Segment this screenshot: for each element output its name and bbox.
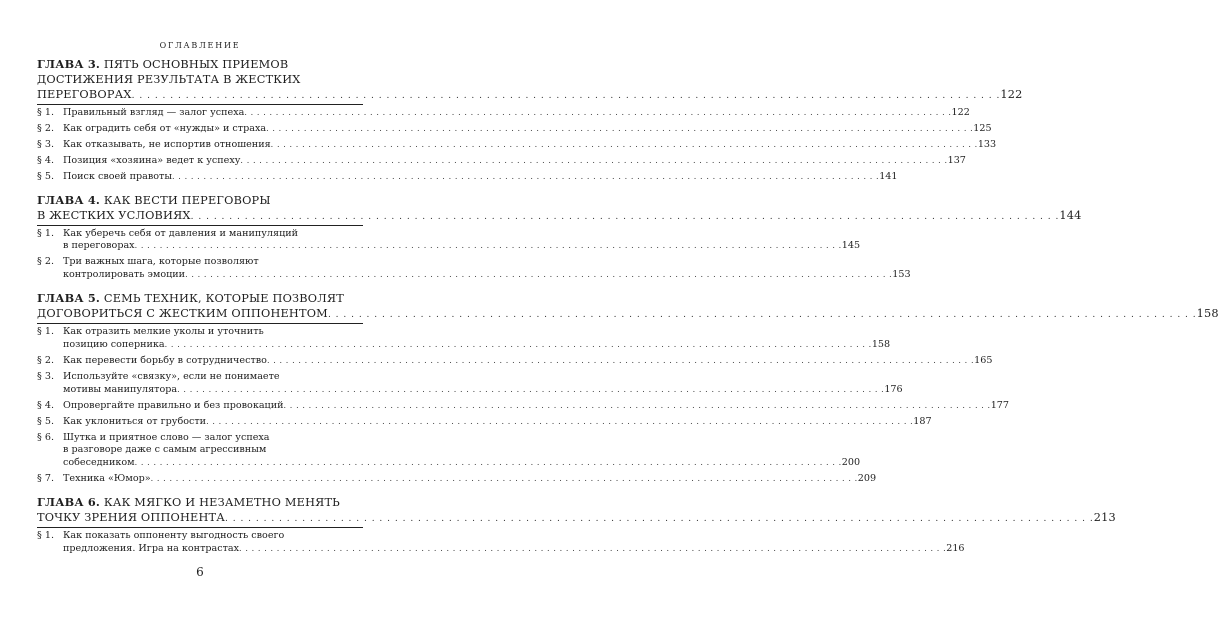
page-ref: 200 [841,457,861,469]
chapter-block [37,291,1219,486]
section-number: § 1. [37,227,54,239]
leader-dots [177,384,884,397]
section-body [63,139,996,152]
section-body [63,432,860,471]
page-ref: 122 [951,107,970,118]
leader-dots [206,416,913,429]
page-ref: 209 [857,473,877,485]
leader-dots [284,400,991,413]
toc-section-item[interactable] [37,530,965,556]
toc-section-item[interactable] [37,354,993,368]
title-text: позицию соперника [63,339,165,351]
chapter-heading[interactable] [37,495,1116,530]
section-number: § 3. [37,138,54,150]
leader-dots [240,155,947,168]
chapter-heading[interactable] [37,291,1219,326]
chapter-rule [37,495,1116,528]
section-title-line [63,155,966,168]
toc-section-item[interactable] [37,473,877,486]
section-body [63,400,1009,413]
leader-dots [271,139,978,152]
page-ref: 158 [1196,307,1219,321]
title-text: ПЕРЕГОВОРАХ [37,88,132,101]
title-text: ПЯТЬ ОСНОВНЫХ ПРИЕМОВ [103,58,289,71]
section-number: § 4. [37,154,54,166]
section-number: § 3. [37,370,54,382]
chapter-heading[interactable] [37,57,1023,107]
section-title-line: Используйте «связку», если не понимаете [63,370,280,382]
chapter-title-line [37,291,363,306]
section-title-line: Три важных шага, которые позволяют [63,256,259,268]
chapter-block [37,192,1082,283]
section-body [63,155,966,168]
section-number: § 2. [37,354,54,366]
chapter-label: ГЛАВА 4. [37,192,101,207]
section-title-line [63,107,970,120]
chapter-title-line [37,72,363,87]
title-text: В ЖЕСТКИХ УСЛОВИЯХ [37,208,191,222]
chapter-block [37,57,1023,184]
title-text: ДОГОВОРИТЬСЯ С ЖЕСТКИМ ОППОНЕНТОМ [37,307,328,321]
section-title-line [63,543,965,556]
page-ref: 137 [947,154,966,166]
chapter-rule [37,192,1082,226]
page-ref: 158 [871,339,891,351]
section-number: § 7. [37,473,54,485]
page-ref: 165 [974,354,993,366]
leader-dots [191,210,1060,225]
page-number: 6 [196,565,204,579]
leader-dots [135,457,842,470]
title-text: ТОЧКУ ЗРЕНИЯ ОППОНЕНТА [37,511,225,525]
section-title-line [63,384,903,397]
chapter-title-line [37,57,363,72]
leader-dots [239,543,946,556]
section-title-line: Шутка и приятное слово — залог успеха [63,431,270,443]
section-body [63,256,911,282]
title-text: контролировать эмоции [63,269,186,281]
section-title-text [63,139,271,152]
section-body [63,228,860,254]
title-text: Правильный взгляд — залог успеха [63,107,245,118]
section-title-text [63,416,206,429]
section-title-text [63,339,165,352]
toc-section-item[interactable] [37,154,966,168]
page-ref: 133 [977,138,997,150]
leader-dots [165,339,872,352]
chapter-title-line [37,495,363,510]
title-text: Как перевести борьбу в сотрудничество [63,354,267,366]
page-ref: 187 [913,415,932,427]
leader-dots [185,269,892,282]
section-title-text [63,155,240,168]
section-title-text [63,384,177,397]
leader-dots [266,123,973,136]
section-title-line: Как показать оппоненту выгодность своего [63,530,285,542]
leader-dots [267,355,974,368]
chapter-title-text [37,510,225,525]
section-number: § 1. [37,530,54,542]
chapter-heading[interactable] [37,192,1082,228]
chapter-title-line [37,87,1023,104]
title-text: КАК ВЕСТИ ПЕРЕГОВОРЫ [103,193,271,207]
title-text: ДОСТИЖЕНИЯ РЕЗУЛЬТАТА В ЖЕСТКИХ [37,73,301,86]
section-title-line [63,240,860,253]
page-ref: 177 [990,399,1009,411]
page-ref: 153 [892,269,911,281]
section-title-text [63,543,239,556]
section-title-line [63,171,898,184]
section-number: § 5. [37,170,54,182]
toc-section-item[interactable] [37,122,992,136]
section-title-text [63,473,151,486]
section-title-line [63,473,876,486]
section-body [63,326,890,352]
section-title-text [63,107,244,120]
section-title-line [63,269,911,282]
section-title-line [63,416,932,429]
page-ref: 125 [973,122,992,134]
title-text: Поиск своей правоты [63,170,173,182]
section-body [63,416,932,429]
section-title-line [63,339,890,352]
leader-dots [135,240,842,253]
title-text: Опровергайте правильно и без провокаций [63,399,284,411]
title-text: мотивы манипулятора [63,383,178,395]
chapter-title-text [37,87,132,102]
toc-header: ОГЛАВЛЕНИЕ [159,41,241,50]
section-number: § 1. [37,326,54,338]
section-title-line [63,400,1009,413]
section-title-text [63,269,185,282]
toc-section-item[interactable] [37,107,970,120]
section-title-text [63,240,135,253]
chapter-title-line [37,193,363,208]
section-number: § 6. [37,431,54,443]
page-ref: 141 [879,170,898,182]
section-body [63,371,903,397]
toc-section-item[interactable] [37,326,891,352]
title-text: Техника «Юмор» [63,473,151,485]
title-text: Как оградить себя от «нужды» и страха [63,122,267,134]
page-ref: 144 [1059,208,1082,222]
section-body [63,123,992,136]
section-title-line: Как отразить мелкие уколы и уточнить [63,326,264,338]
title-text: Позиция «хозяина» ведет к успеху [63,154,241,166]
leader-dots [225,512,1094,527]
chapter-title-line [37,208,1082,225]
chapter-title-line [37,510,1116,527]
chapter-title-text [37,306,328,321]
title-text: собеседником [63,457,135,469]
section-number: § 1. [37,107,54,118]
section-title-line [63,139,996,152]
leader-dots [151,473,858,486]
toc-section-item[interactable] [37,256,911,282]
section-title-text [63,171,172,184]
chapter-label: ГЛАВА 6. [37,495,101,510]
section-title-line [63,457,860,470]
section-title-text [63,355,267,368]
page-ref: 176 [884,383,903,395]
title-text: КАК МЯГКО И НЕЗАМЕТНО МЕНЯТЬ [103,496,340,510]
chapter-block [37,495,1116,556]
page-ref: 213 [1093,511,1116,525]
page-ref: 216 [946,543,965,555]
section-body [63,473,876,486]
toc-section-item[interactable] [37,431,861,471]
title-text: Как уклониться от грубости [63,415,207,427]
title-text: СЕМЬ ТЕХНИК, КОТОРЫЕ ПОЗВОЛЯТ [103,292,344,306]
leader-dots [132,89,1001,104]
table-of-contents [37,57,1219,565]
section-title-line [63,123,992,136]
chapter-title-text [37,208,191,223]
section-title-text [63,457,135,470]
section-body [63,107,970,120]
chapter-label: ГЛАВА 5. [37,291,101,306]
chapter-rule [37,291,1219,324]
leader-dots [328,308,1197,323]
toc-section-item[interactable] [37,227,861,254]
chapter-title-line [37,306,1219,323]
section-title-line [63,355,992,368]
leader-dots [244,107,951,120]
chapter-label: ГЛАВА 3. [37,57,101,71]
section-title-text [63,123,266,136]
page-ref: 122 [1000,88,1023,101]
toc-section-item[interactable] [37,170,898,184]
section-number: § 4. [37,399,54,411]
title-text: Как отказывать, не испортив отношения [63,138,271,150]
toc-section-item[interactable] [37,138,997,152]
leader-dots [172,171,879,184]
section-number: § 5. [37,415,54,427]
section-body [63,530,965,556]
section-number: § 2. [37,256,54,268]
page-ref: 145 [841,240,861,252]
section-number: § 2. [37,122,54,134]
section-title-text [63,400,284,413]
section-body [63,355,992,368]
toc-section-item[interactable] [37,370,903,397]
title-text: предложения. Игра на контрастах [63,543,240,555]
toc-section-item[interactable] [37,399,1009,413]
toc-section-item[interactable] [37,415,932,429]
section-body [63,171,898,184]
section-title-line: в разговоре даже с самым агрессивным [63,444,267,456]
title-text: в переговорах [63,240,135,252]
chapter-rule [37,57,1023,105]
section-title-line: Как уберечь себя от давления и манипуляций [63,227,299,239]
